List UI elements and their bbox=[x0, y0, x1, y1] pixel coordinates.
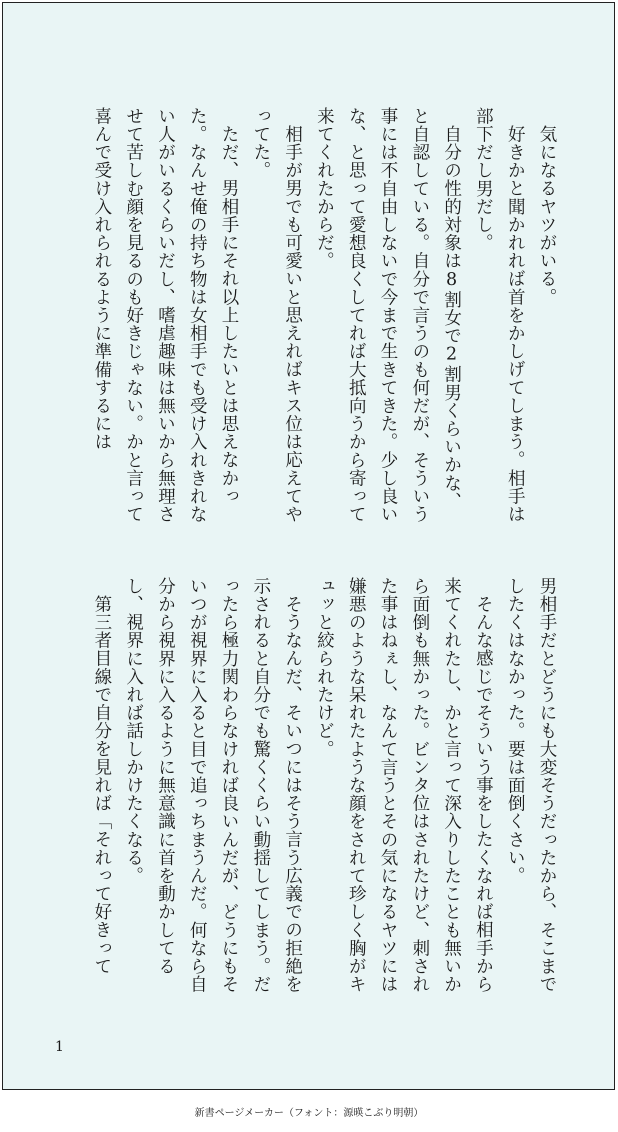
paragraph: 好きかと聞かれれば首をかしげてしまう。相手は部下だし男だし。 bbox=[473, 107, 526, 523]
paragraph: 男相手だとどうにも大変そうだったから、そこまでしたくはなかった。要は面倒くさい。 bbox=[505, 577, 557, 994]
book-page bbox=[2, 2, 615, 1090]
paragraph: 気になるヤツがいる。 bbox=[537, 124, 557, 306]
paragraph: 相手が男でも可愛いと思えればキス位は応えてやってた。 bbox=[250, 107, 303, 523]
text-block-bottom bbox=[85, 577, 562, 997]
paragraph: ただ、男相手にそれ以上したいとは思えなかった。なんせ俺の持ち物は女相手でも受け入れきれない人がいるくらいだし、嗜虐趣味は無いから無理させて苦しむ顔を見るのも好きじゃない。かと言って喜んで受け入れられるように準備するには bbox=[91, 107, 240, 524]
text-block-top bbox=[85, 107, 562, 527]
paragraph: そうなんだ、そいつにはそう言う広義での拒絶を示されると自分でも驚くくらい動揺してしまう。だったら極力関わらなければ良いんだが、どうにもそいつが視界に入ると目で追っちまうんだ。何なら自分から視界に入るように無意識に首を動かしてるし、視界に入れば話しかけたくなる。 bbox=[123, 577, 303, 994]
credit-line: 新書ページメーカー（フォント：源暎こぶり明朝） bbox=[194, 1108, 424, 1119]
paragraph: そんな感じでそういう事をしたくなれば相手から来てくれたし、かと言って深入りしたことも無いから面倒も無かった。ビンタ位はされたけど、刺された事はねぇし、なんて言うとその気になるヤツには嫌悪のような呆れたような顔をされて珍しく胸がキュッと絞られたけど。 bbox=[314, 577, 494, 994]
page-number: 1 bbox=[55, 1039, 64, 1055]
paragraph: 第三者目線で自分を見れば「それって好きって bbox=[91, 594, 112, 975]
paragraph: 自分の性的対象は8割女で2割男くらいかな、と自認している。自分で言うのも何だが、そういう事には不自由しないで今まで生きてきた。少し良いな、と思って愛想良くしてれば大抵向うから寄って来てくれたからだ。 bbox=[314, 107, 462, 524]
